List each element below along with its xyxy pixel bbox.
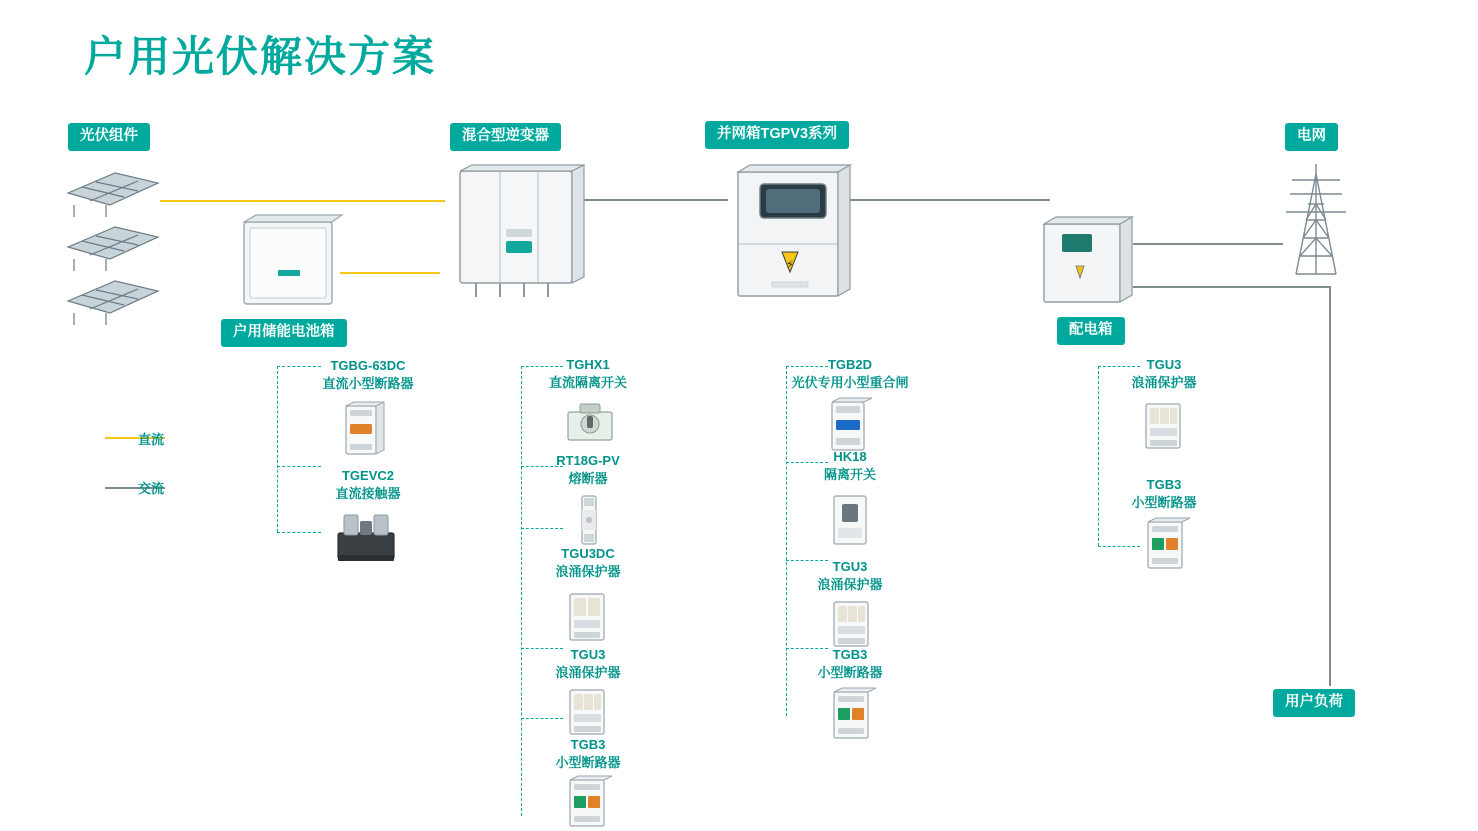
tag-hybrid-inverter: 混合型逆变器 <box>450 123 561 151</box>
legend-dc-label: 直流 <box>138 432 165 447</box>
ac-line-gridbox-to-distribution <box>850 199 1050 201</box>
dc-isolating-switch-icon <box>560 398 620 450</box>
surge-protector-icon <box>1138 398 1190 454</box>
dc-line-battery-to-inverter <box>340 272 440 274</box>
distribution-column-branch-2 <box>1098 546 1140 547</box>
miniature-circuit-breaker-icon <box>824 688 884 744</box>
grid-box-icon <box>728 160 853 300</box>
ac-line-inverter-to-gridbox <box>583 199 728 201</box>
dc-contactor-icon <box>330 505 402 567</box>
power-tower-icon <box>1278 160 1354 278</box>
component-label-tgu3dc: TGU3DC 浪涌保护器 <box>555 546 621 579</box>
miniature-circuit-breaker-icon <box>1138 518 1198 574</box>
tag-pv-modules: 光伏组件 <box>68 123 150 151</box>
component-label-tghx1: TGHX1 直流隔离开关 <box>548 357 627 390</box>
battery-column-connector <box>277 366 278 532</box>
battery-box-icon <box>238 212 342 312</box>
pv-module-icon <box>60 165 170 330</box>
distribution-box-icon <box>1036 210 1136 310</box>
ac-line-load-drop <box>1329 286 1331 686</box>
component-label-tgu3-gridbox: TGU3 浪涌保护器 <box>817 559 883 592</box>
hybrid-inverter-icon <box>452 163 587 303</box>
inverter-column-branch-3 <box>521 528 563 529</box>
component-label-tgb2d: TGB2D 光伏专用小型重合闸 <box>791 357 909 390</box>
ac-line-distribution-to-grid <box>1133 243 1283 245</box>
tag-distribution-box: 配电箱 <box>1057 317 1125 345</box>
tag-battery-box: 户用储能电池箱 <box>221 319 347 347</box>
component-label-tgb3-inverter: TGB3 小型断路器 <box>555 737 621 770</box>
battery-column-branch-3 <box>277 532 321 533</box>
component-label-hk18: HK18 隔离开关 <box>823 449 876 482</box>
dc-line-pv-to-inverter <box>160 200 445 202</box>
component-label-tgb3-distribution: TGB3 小型断路器 <box>1131 477 1197 510</box>
tag-grid-box: 并网箱TGPV3系列 <box>705 121 849 149</box>
component-label-tgb3-gridbox: TGB3 小型断路器 <box>817 647 883 680</box>
surge-protector-icon <box>562 684 614 740</box>
component-label-tgu3-inverter: TGU3 浪涌保护器 <box>555 647 621 680</box>
tag-user-load: 用户负荷 <box>1273 689 1355 717</box>
tag-grid: 电网 <box>1285 123 1338 151</box>
distribution-column-connector <box>1098 366 1099 546</box>
component-label-tgu3-distribution: TGU3 浪涌保护器 <box>1131 357 1197 390</box>
page-title: 户用光伏解决方案 <box>84 33 437 80</box>
component-label-rt18gpv: RT18G-PV 熔断器 <box>556 453 620 486</box>
surge-protector-icon <box>826 596 878 652</box>
component-label-tgbg63dc: TGBG-63DC 直流小型断路器 <box>322 358 414 391</box>
miniature-circuit-breaker-icon <box>336 400 392 462</box>
svg-text:⚡: ⚡ <box>786 259 794 271</box>
surge-protector-icon <box>562 588 614 646</box>
ac-line-distribution-to-load <box>1133 286 1329 288</box>
miniature-circuit-breaker-icon <box>560 776 620 831</box>
legend-ac-label: 交流 <box>138 481 165 496</box>
fuse-icon <box>570 492 606 550</box>
inverter-column-branch-5 <box>521 718 563 719</box>
component-label-tgevc2: TGEVC2 直流接触器 <box>335 468 401 501</box>
isolating-switch-icon <box>824 490 876 550</box>
